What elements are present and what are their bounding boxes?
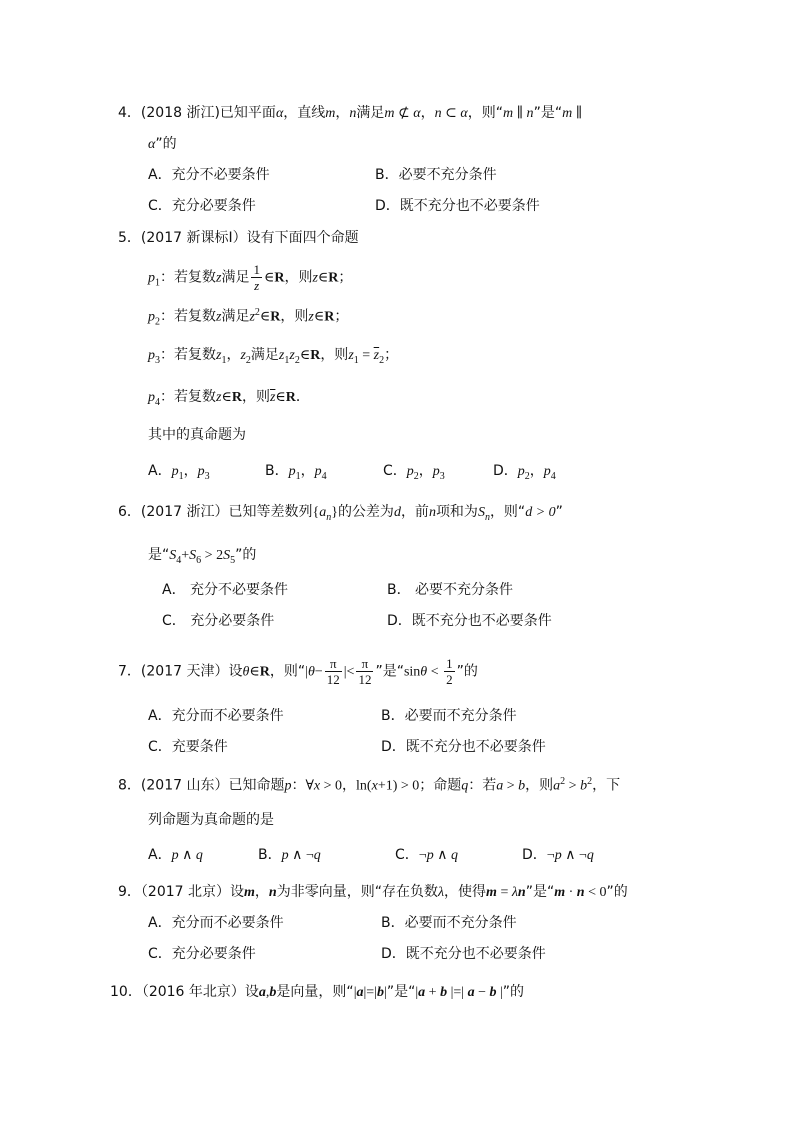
q7-option-c: C．充要条件 [148,739,228,755]
q4-option-a: A．充分不必要条件 [148,167,270,183]
q5-proposition-p4: $p_4$：若复数z∈R，则$\overline{z}\in R$． [148,389,310,408]
q4-option-b: B．必要不充分条件 [375,167,497,183]
q5-proposition-p3: $p_3$：若复数$z_1$，$z_2$满足$z_1z_2\in R$，则$z_1 = \overline{z}_2$； [148,347,399,366]
q4-option-d: D．既不充分也不必要条件 [375,198,540,214]
q7-option-a: A．充分而不必要条件 [148,708,284,724]
question-8-line-1: 8．(2017 山东）已知命题p：∀x > 0，ln(x+1) > 0；命题q：若a > b，则$a^2 > b^2$，下 [118,776,621,794]
q7-option-d: D．既不充分也不必要条件 [381,739,546,755]
question-10-line-1: 10．（2016 年北京）设a,b是向量，则“|a|=|b|”是“|a + b |=| a − b |”的 [110,984,525,1000]
q5-proposition-p1: $p_1$：若复数z满足 $\frac{1}{z}$ ∈R，则z∈R； [148,262,353,293]
q8-option-c: C．¬p ∧ q [395,847,458,863]
q6-option-a: A． 充分不必要条件 [162,582,289,598]
question-4-line-1: 4．(2018 浙江)已知平面α，直线m，n满足m ⊄ α，n ⊂ α，则“m ∥ n”是“m ∥ [118,105,583,121]
q6-option-c: C． 充分必要条件 [162,613,275,629]
q9-option-d: D．既不充分也不必要条件 [381,946,546,962]
q8-option-b: B．p ∧ ¬q [258,847,321,863]
q8-option-a: A．p ∧ q [148,847,203,863]
q4-option-c: C．充分必要条件 [148,198,256,214]
q5-option-d: D．$p_2$，$p_4$ [493,463,556,482]
question-7-line-1: 7．(2017 天津）设θ∈R，则“|θ− $\frac{\pi}{12}$ |< $\frac{\pi}{12}$ ”是“sinθ < $\frac{1}{2}$ ”的 [118,656,478,687]
q9-option-c: C．充分必要条件 [148,946,256,962]
q9-option-a: A．充分而不必要条件 [148,915,284,931]
question-4-line-2: α”的 [148,136,177,152]
q5-true-label: 其中的真命题为 [148,427,246,443]
question-6-line-2: 是“$S_4+S_6 > 2S_5$”的 [148,547,257,566]
q5-option-b: B．$p_1$，$p_4$ [265,463,327,482]
q5-option-c: C．$p_2$，$p_3$ [383,463,445,482]
q9-option-b: B．必要而不充分条件 [381,915,517,931]
q6-option-b: B． 必要不充分条件 [387,582,514,598]
q7-option-b: B．必要而不充分条件 [381,708,517,724]
q8-option-d: D．¬p ∧ ¬q [522,847,594,863]
question-8-line-2: 列命题为真命题的是 [148,812,274,828]
question-5-line-1: 5．(2017 新课标Ⅰ）设有下面四个命题 [118,230,359,246]
q5-option-a: A．$p_1$，$p_3$ [148,463,210,482]
question-9-line-1: 9．（2017 北京）设m，n为非零向量，则“存在负数λ，使得m = λn”是“m · n < 0”的 [118,884,628,900]
q5-proposition-p2: $p_2$：若复数z满足$z^2\in R$，则z∈R； [148,307,349,328]
question-6-line-1: 6．(2017 浙江）已知等差数列$\{a_n\}$的公差为d，前n项和为$S_n$，则“d > 0” [118,504,563,523]
q6-option-d: D．既不充分也不必要条件 [387,613,552,629]
